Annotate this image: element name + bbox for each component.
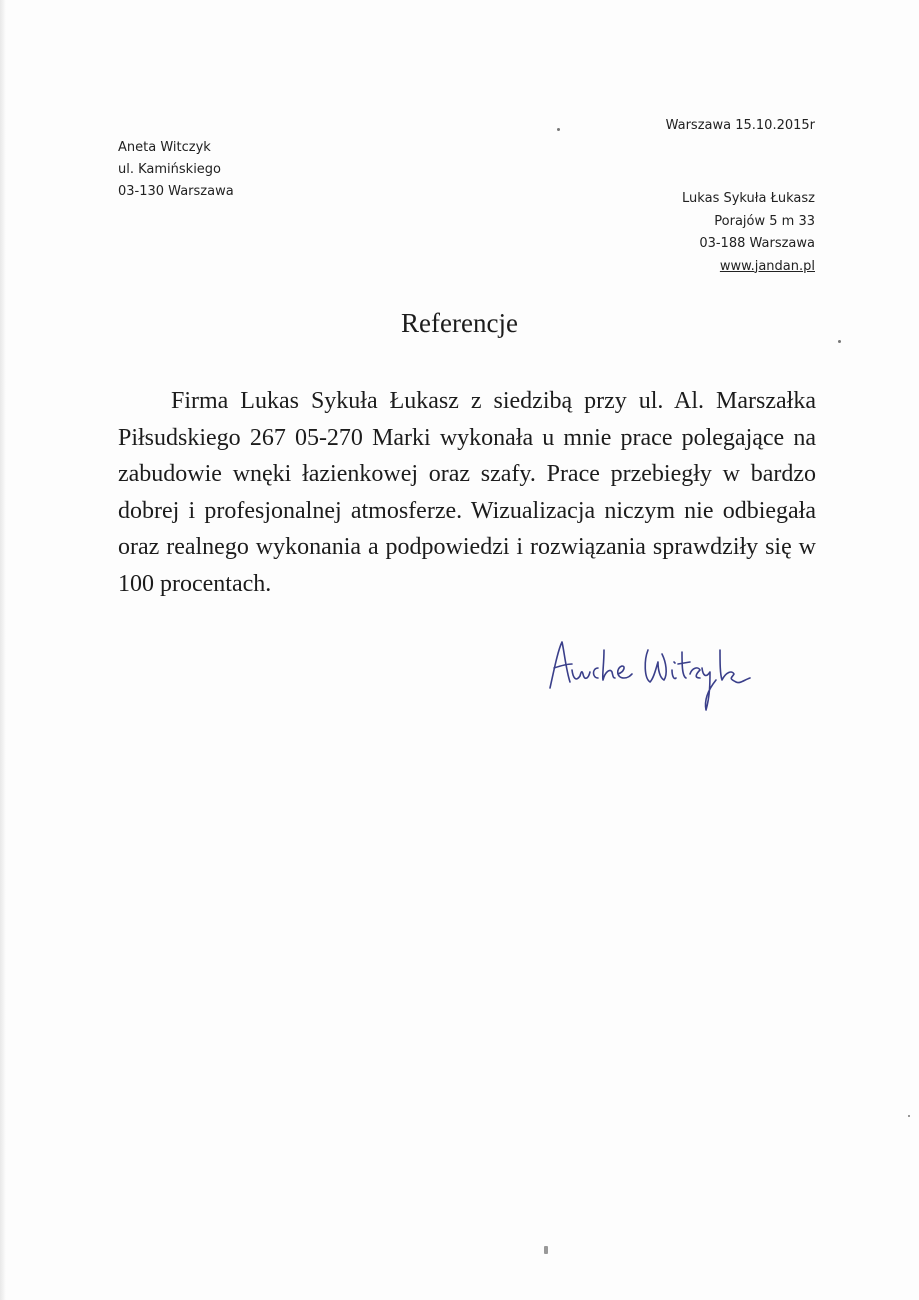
recipient-street: Porajów 5 m 33: [714, 213, 815, 229]
sender-city: 03-130 Warszawa: [118, 184, 234, 199]
recipient-name: Lukas Sykuła Łukasz: [682, 191, 815, 206]
recipient-city: 03-188 Warszawa: [699, 236, 815, 251]
reference-body: Firma Lukas Sykuła Łukasz z siedzibą przy ul. Al. Marszałka Piłsudskiego 267 05-270 Marki wykonała u mnie prace polegające na zabudowie wnęki łazienkowej oraz szafy. Prace przebiegły w bardzo dobrej i profesjonalnej atmosferze. Wizualizacja niczym nie odbiegała oraz realnego wykonania a podpowiedzi i rozwiązania sprawdziły się w 100 procentach.: [118, 388, 816, 597]
document-title: Referencje: [401, 308, 518, 338]
handwritten-signature: [540, 620, 770, 720]
sender-street: ul. Kamińskiego: [118, 162, 222, 177]
scan-speck: [544, 1246, 548, 1254]
scan-edge-shadow: [0, 0, 6, 1300]
recipient-website: www.jandan.pl: [719, 258, 815, 274]
sender-name: Aneta Witczyk: [118, 140, 211, 155]
recipient-address: [682, 188, 815, 278]
scan-speck: [838, 340, 841, 343]
letter-date: Warszawa 15.10.2015r: [665, 118, 815, 133]
scan-speck: [557, 128, 560, 131]
scan-speck: [908, 1115, 910, 1117]
sender-address: [118, 137, 234, 203]
